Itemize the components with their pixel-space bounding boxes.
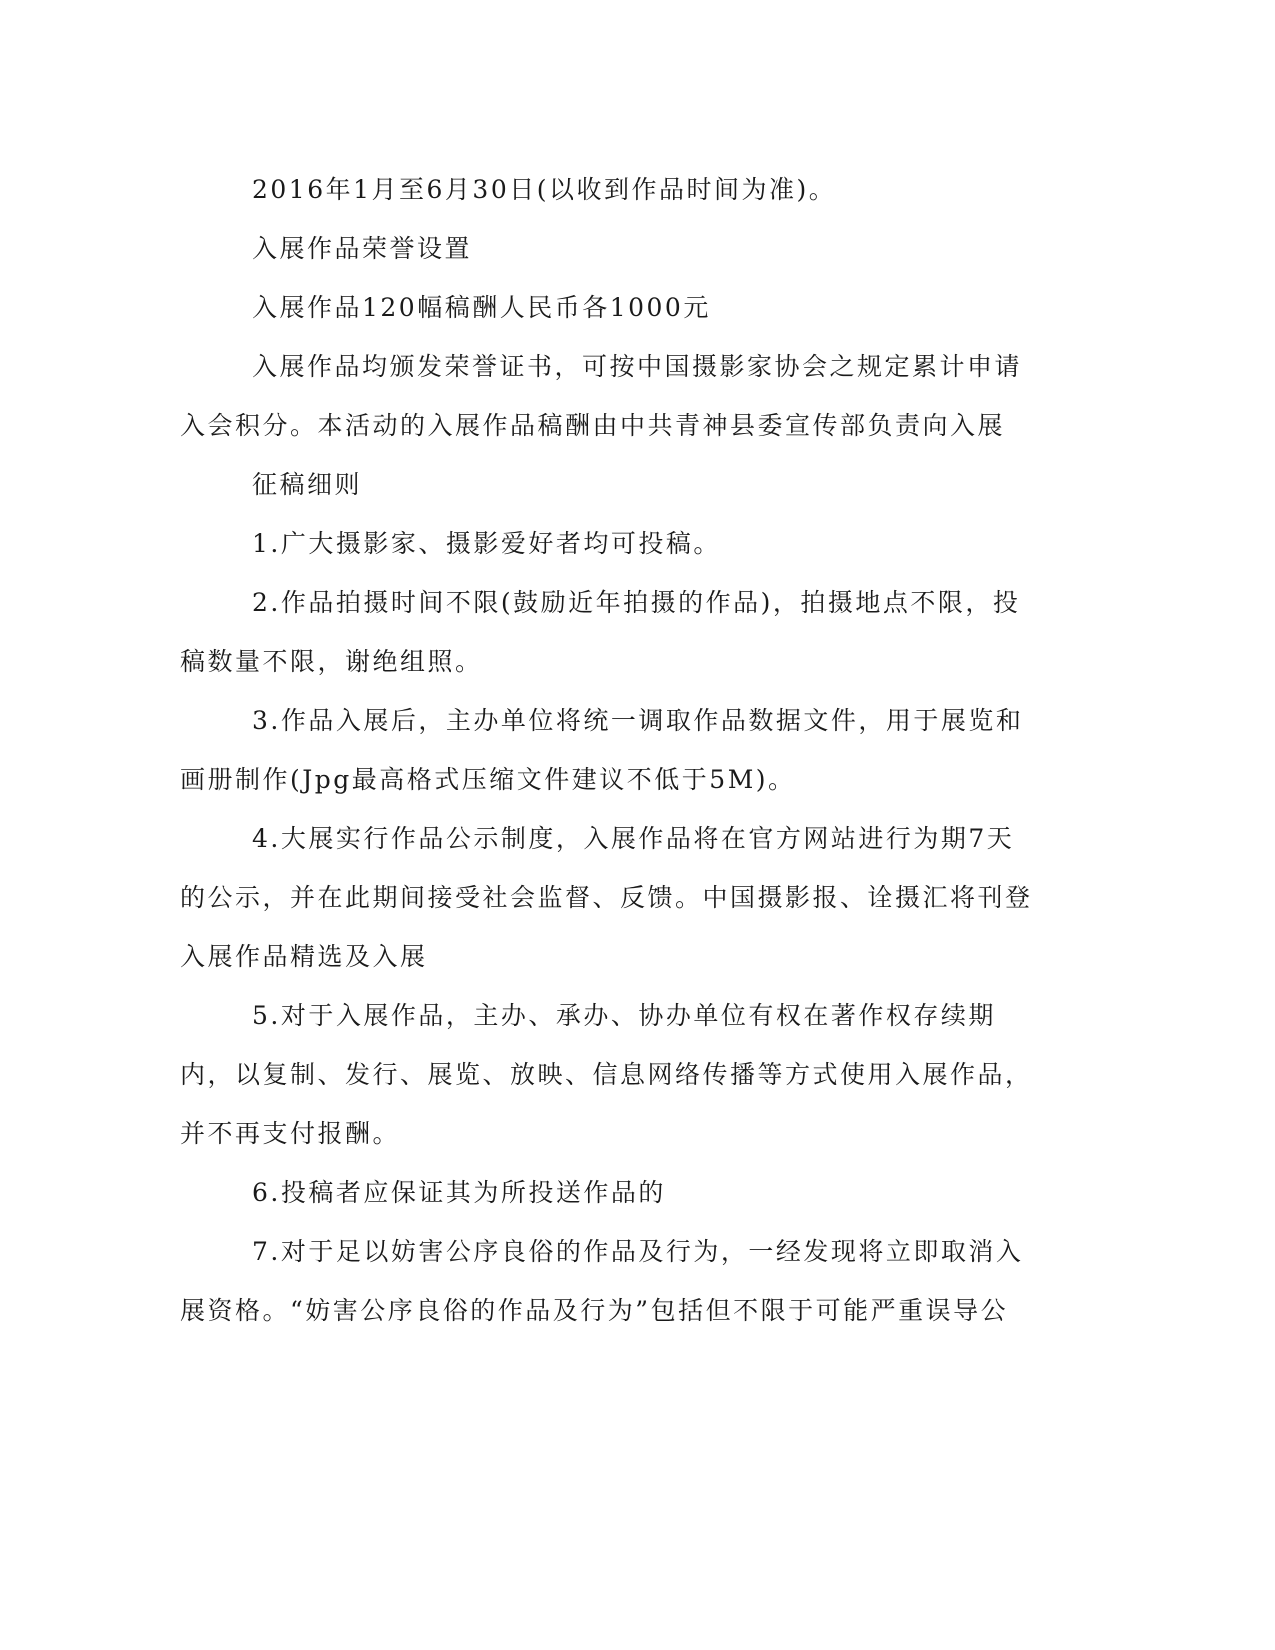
paragraph-honor-reward: 入展作品120幅稿酬人民币各1000元 bbox=[252, 293, 711, 322]
paragraph-rule-1: 1.广大摄影家、摄影爱好者均可投稿。 bbox=[252, 529, 721, 558]
paragraph-rule-4: 4.大展实行作品公示制度，入展作品将在官方网站进行为期7天的公示，并在此期间接受社会监督、反馈。中国摄影报、诠摄汇将刊登入展作品精选及入展 bbox=[180, 824, 1033, 971]
paragraph-rule-2: 2.作品拍摄时间不限(鼓励近年拍摄的作品)，拍摄地点不限，投稿数量不限，谢绝组照。 bbox=[180, 588, 1021, 676]
paragraph-honor-certificate: 入展作品均颁发荣誉证书，可按中国摄影家协会之规定累计申请入会积分。本活动的入展作品稿酬由中共青神县委宣传部负责向入展 bbox=[180, 352, 1023, 440]
paragraph-rule-6: 6.投稿者应保证其为所投送作品的 bbox=[252, 1178, 666, 1207]
paragraph-rule-3: 3.作品入展后，主办单位将统一调取作品数据文件，用于展览和画册制作(Jpg最高格式压缩文件建议不低于5M)。 bbox=[180, 706, 1024, 794]
paragraph-rules-heading: 征稿细则 bbox=[252, 470, 363, 499]
paragraph-rule-7: 7.对于足以妨害公序良俗的作品及行为，一经发现将立即取消入展资格。“妨害公序良俗的作品及行为”包括但不限于可能严重误导公 bbox=[180, 1237, 1024, 1325]
paragraph-honor-heading: 入展作品荣誉设置 bbox=[252, 234, 473, 263]
paragraph-date-range: 2016年1月至6月30日(以收到作品时间为准)。 bbox=[252, 175, 837, 204]
paragraph-rule-5: 5.对于入展作品，主办、承办、协办单位有权在著作权存续期内，以复制、发行、展览、放映、信息网络传播等方式使用入展作品，并不再支付报酬。 bbox=[180, 1001, 1033, 1148]
document-body bbox=[180, 160, 1040, 1340]
